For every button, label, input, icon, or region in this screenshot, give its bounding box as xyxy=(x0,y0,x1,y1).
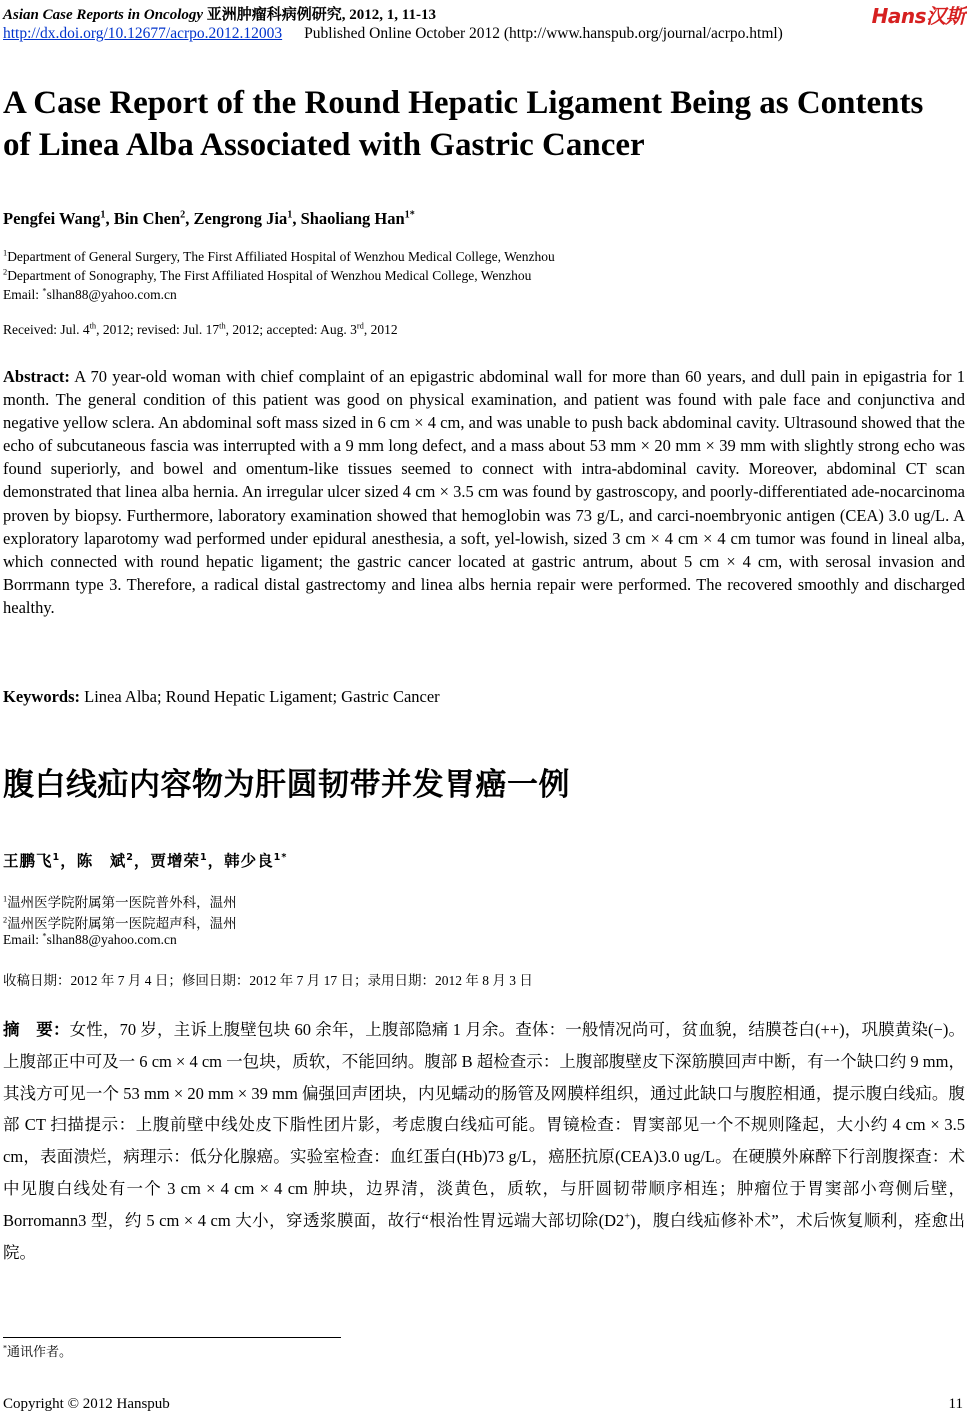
author-name: Shaoliang Han xyxy=(300,209,405,228)
author-sup: 1* xyxy=(404,209,415,221)
received-dates-cn: 收稿日期：2012 年 7 月 4 日；修回日期：2012 年 7 月 17 日；录用日期：2012 年 8 月 3 日 xyxy=(3,973,533,988)
date-sup: rd xyxy=(356,321,364,331)
email-address[interactable]: slhan88@yahoo.com.cn xyxy=(46,932,177,947)
journal-name-en: Asian Case Reports in Oncology xyxy=(3,7,204,23)
author-name-cn: 贾增荣 xyxy=(150,852,200,870)
affiliation-sup: 2 xyxy=(3,267,8,277)
revised-date: , 2012; revised: Jul. 17 xyxy=(96,322,220,337)
affiliation-text: 温州医学院附属第一医院普外科，温州 xyxy=(7,895,237,910)
footnote-divider xyxy=(3,1337,341,1338)
affiliation-text: Department of General Surgery, The First Affiliated Hospital of Wenzhou Medical College, Wenzhou xyxy=(7,249,555,264)
footnote xyxy=(3,1341,72,1360)
abstract-text: A 70 year-old woman with chief complaint of an epigastric abdominal wall for more than 60 years, and dull pain in epigastria for 1 month. The general condition of this patient was good on physical examination, and patient was found with pale face and conjunctiva and negative yellow sclera. An abdominal soft mass sized in 6 cm × 4 cm, and was unable to push back abdominal cavity. Ultrasound showed that the echo of subcutaneous fascia was interrupted with a 9 mm long defect, and a mass about 53 mm × 20 mm × 39 mm with slightly strong echo was found superiorly, and bowel and omentum-like tissues seemed to connect with intra-abdominal cavity. Moreover, abdominal CT scan demonstrated that linea alba hernia. An irregular ulcer sized 4 cm × 3.5 cm was found by gastroscopy, and poorly-differentiated ade-nocarcinoma proven by biopsy. Furthermore, laboratory examination showed that hemoglobin was 73 g/L, and carci-noembryonic antigen (CEA) 3.0 ug/L. A exploratory laparotomy wad performed under epidural anesthesia, a soft, yel-lowish, sized 3 cm × 4 cm × 4 cm tumor was found in lineal alba, which connected with round hepatic ligament; the gastric cancer located at gastric antrum, about 5 cm × 4 cm, with serosal invasion and Borrmann type 3. Therefore, a radical distal gastrectomy and linea albs hernia repair were performed. The recovered smoothly and discharged healthy. xyxy=(3,367,965,617)
author-sup: 1* xyxy=(273,851,288,863)
author-name-cn: 陈 斌 xyxy=(76,852,127,870)
author-sup: 1 xyxy=(199,851,208,863)
affiliation-sup: 1 xyxy=(3,894,8,904)
doi-line xyxy=(3,25,783,43)
keywords-en xyxy=(3,687,440,707)
abstract-text-cn-end: )，腹白线疝修补术”，术后恢复顺利，痊愈出院。 xyxy=(3,1210,965,1262)
email-label: Email: xyxy=(3,932,43,947)
journal-header xyxy=(3,3,436,24)
authors-en xyxy=(3,209,415,229)
email-en xyxy=(3,287,177,303)
paper-title-cn: 腹白线疝内容物为肝圆韧带并发胃癌一例 xyxy=(3,767,570,803)
affiliation-sup: 1 xyxy=(3,248,8,258)
author-name-cn: 韩少良 xyxy=(224,852,274,870)
received-dates-en xyxy=(3,322,398,338)
journal-name-cn-info: 亚洲肿瘤科病例研究, 2012, 1, 11-13 xyxy=(206,7,436,23)
author-sup: 1 xyxy=(287,209,293,221)
author-sup: 1 xyxy=(100,209,106,221)
author-sup: 2 xyxy=(180,209,186,221)
hans-logo: Hans汉斯 xyxy=(871,4,965,28)
date-sup: th xyxy=(219,321,226,331)
author-sep: , xyxy=(292,209,301,228)
author-sup: 2 xyxy=(126,851,134,863)
affiliation-text: Department of Sonography, The First Affiliated Hospital of Wenzhou Medical College, Wenzhou xyxy=(7,268,532,283)
affiliation-sup: 2 xyxy=(3,915,8,925)
email-cn xyxy=(3,932,177,948)
doi-link[interactable]: http://dx.doi.org/10.12677/acrpo.2012.12003 xyxy=(3,25,283,42)
keywords-text: Linea Alba; Round Hepatic Ligament; Gastric Cancer xyxy=(80,687,440,706)
email-sup: * xyxy=(42,931,47,941)
author-sep: ， xyxy=(133,852,151,870)
abstract-label-cn: 摘 要： xyxy=(3,1020,70,1039)
date-suffix: , 2012 xyxy=(363,322,398,337)
affiliation-text: 温州医学院附属第一医院超声科，温州 xyxy=(7,916,237,931)
abstract-label: Abstract: xyxy=(3,367,70,386)
accepted-date: , 2012; accepted: Aug. 3 xyxy=(225,322,357,337)
author-name: Pengfei Wang xyxy=(3,209,101,228)
abstract-cn xyxy=(3,1014,965,1268)
author-sep: ， xyxy=(207,852,225,870)
email-label: Email: xyxy=(3,287,43,302)
received-date: Received: Jul. 4 xyxy=(3,322,90,337)
author-sup: 1 xyxy=(52,851,61,863)
abstract-sup: + xyxy=(624,1211,631,1223)
footnote-sup: * xyxy=(3,1343,8,1353)
author-sep: , xyxy=(185,209,194,228)
author-name: Zengrong Jia xyxy=(193,209,288,228)
author-name-cn: 王鹏飞 xyxy=(3,852,53,870)
keywords-label: Keywords: xyxy=(3,687,80,706)
affiliation-cn-1 xyxy=(3,891,237,911)
affiliation-en-2 xyxy=(3,268,531,284)
paper-title-en: A Case Report of the Round Hepatic Ligament Being as Contents of Linea Alba Associated with Gastric Cancer xyxy=(3,85,924,163)
authors-cn xyxy=(3,849,287,871)
affiliation-cn-2 xyxy=(3,912,237,932)
abstract-text-cn: 女性，70 岁，主诉上腹壁包块 60 余年，上腹部隐痛 1 月余。查体：一般情况尚可，贫血貌，结膜苍白(++)，巩膜黄染(−)。上腹部正中可及一 6 cm × 4 cm 一包块，质软，不能回纳。腹部 B 超检查示：上腹部腹壁皮下深筋膜回声中断，有一个缺口约 9 mm，其浅方可见一个 53 mm × 20 mm × 39 mm 偏强回声团块，内见蠕动的肠管及网膜样组织，通过此缺口与腹腔相通，提示腹白线疝。腹部 CT 扫描提示：上腹前壁中线处皮下脂性团片影，考虑腹白线疝可能。胃镜检查：胃窦部见一个不规则隆起，大小约 4 cm × 3.5 cm，表面溃烂，病理示：低分化腺癌。实验室检查：血红蛋白(Hb)73 g/L，癌胚抗原(CEA)3.0 ug/L。在硬膜外麻醉下行剖腹探查：术中见腹白线处有一个 3 cm × 4 cm × 4 cm 肿块，边界清，淡黄色，质软，与肝圆韧带顺序相连；肿瘤位于胃窦部小弯侧后壁，Borromann3 型，约 5 cm × 4 cm 大小，穿透浆膜面，故行“根治性胃远端大部切除(D2 xyxy=(3,1020,966,1230)
author-sep: , xyxy=(105,209,114,228)
email-address[interactable]: slhan88@yahoo.com.cn xyxy=(46,287,177,302)
date-sup: th xyxy=(89,321,97,331)
author-name: Bin Chen xyxy=(113,209,181,228)
affiliation-en-1 xyxy=(3,249,555,265)
footnote-text: 通讯作者。 xyxy=(7,1344,73,1359)
author-sep: ， xyxy=(60,852,77,870)
copyright: Copyright © 2012 Hanspub xyxy=(3,1396,170,1412)
published-online: Published Online October 2012 (http://www.hanspub.org/journal/acrpo.html) xyxy=(304,25,783,42)
email-sup: * xyxy=(42,286,47,296)
page-number: 11 xyxy=(948,1396,963,1412)
abstract-en xyxy=(3,365,965,619)
